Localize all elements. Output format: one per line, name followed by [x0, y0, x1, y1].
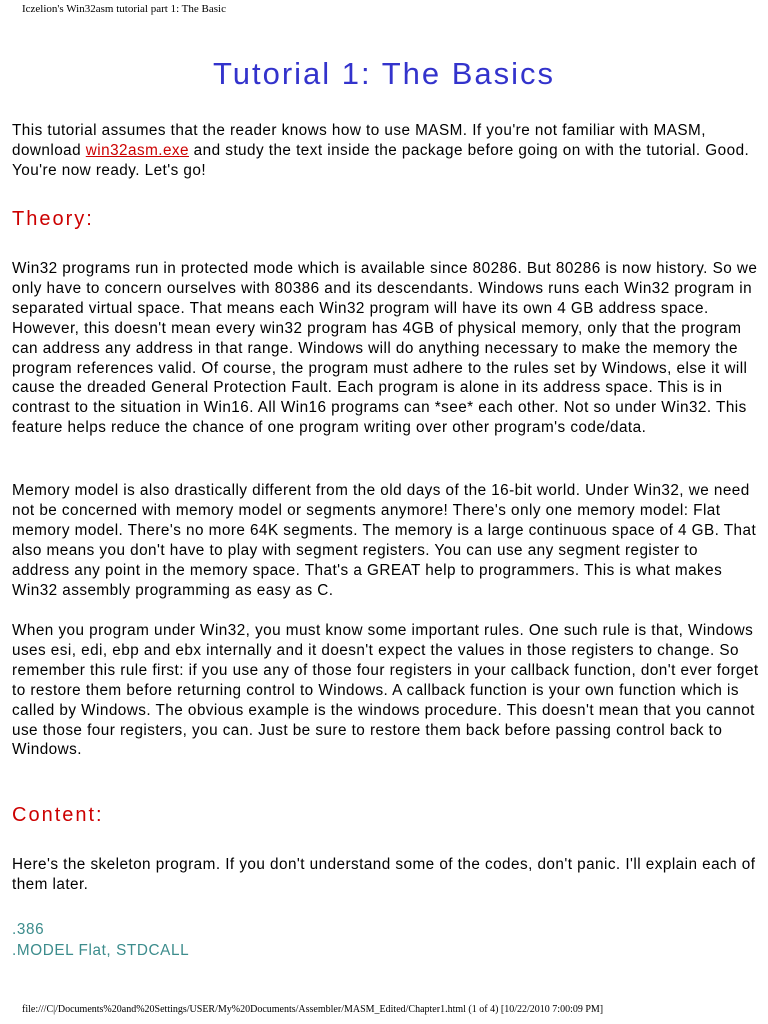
download-link[interactable]: win32asm.exe — [85, 141, 189, 159]
theory-paragraph-3: When you program under Win32, you must know some important rules. One such rule is that, Windows uses esi, edi, ebp and ebx internally and it doesn't expect the values in those registers to change. So remember this rule first: if you use any of those four registers in your callback function, don't ever forget to restore them before returning control to Windows. A callback function is your own function which is called by Windows. The obvious example is the windows procedure. This doesn't mean that you cannot use those four registers, you can. Just be sure to restore them back before passing control back to Windows. — [12, 622, 759, 759]
code-line: .386 — [12, 921, 45, 938]
page-footer: file:///C|/Documents%20and%20Settings/USER/My%20Documents/Assembler/MASM_Edited/Chapter1.html (1 of 4) [10/22/2010 7:00:09 PM] — [22, 1004, 604, 1015]
page-header: Iczelion's Win32asm tutorial part 1: The Basic — [22, 3, 226, 15]
theory-paragraph-1: Win32 programs run in protected mode which is available since 80286. But 80286 is now history. So we only have to concern ourselves with 80386 and its descendants. Windows runs each Win32 program in separated virtual space. That means each Win32 program will have its own 4 GB address space. However, this doesn't mean every win32 program has 4GB of physical memory, only that the program can address any address in that range. Windows will do anything necessary to make the memory the program references valid. Of course, the program must adhere to the rules set by Windows, else it will cause the dreaded General Protection Fault. Each program is alone in its address space. This is in contrast to the situation in Win16. All Win16 programs can *see* each other. Not so under Win32. This feature helps reduce the chance of one program writing over other program's code/data. — [12, 260, 758, 437]
theory-heading: Theory: — [12, 208, 94, 230]
content-heading: Content: — [12, 804, 104, 826]
code-line: .MODEL Flat, STDCALL — [12, 942, 190, 959]
content-paragraph: Here's the skeleton program. If you don't understand some of the codes, don't panic. I'll explain each of them later. — [12, 856, 756, 893]
intro-text-after-link: and study the text inside the package before going on with the tutorial. Good. You're now ready. Let's go! — [12, 141, 750, 179]
page-title: Tutorial 1: The Basics — [212, 56, 556, 91]
theory-paragraph-2: Memory model is also drastically different from the old days of the 16-bit world. Under Win32, we need not be concerned with memory model or segments anymore! There's only one memory model: Flat memory model. There's no more 64K segments. The memory is a large continuous space of 4 GB. That also means you don't have to play with segment registers. You can use any segment register to address any point in the memory space. That's a GREAT help to programmers. This is what makes Win32 assembly programming as easy as C. — [12, 482, 757, 599]
intro-text-before-link: This tutorial assumes that the reader knows how to use MASM. If you're not familiar with MASM, download — [12, 122, 706, 159]
intro-paragraph — [12, 121, 760, 181]
